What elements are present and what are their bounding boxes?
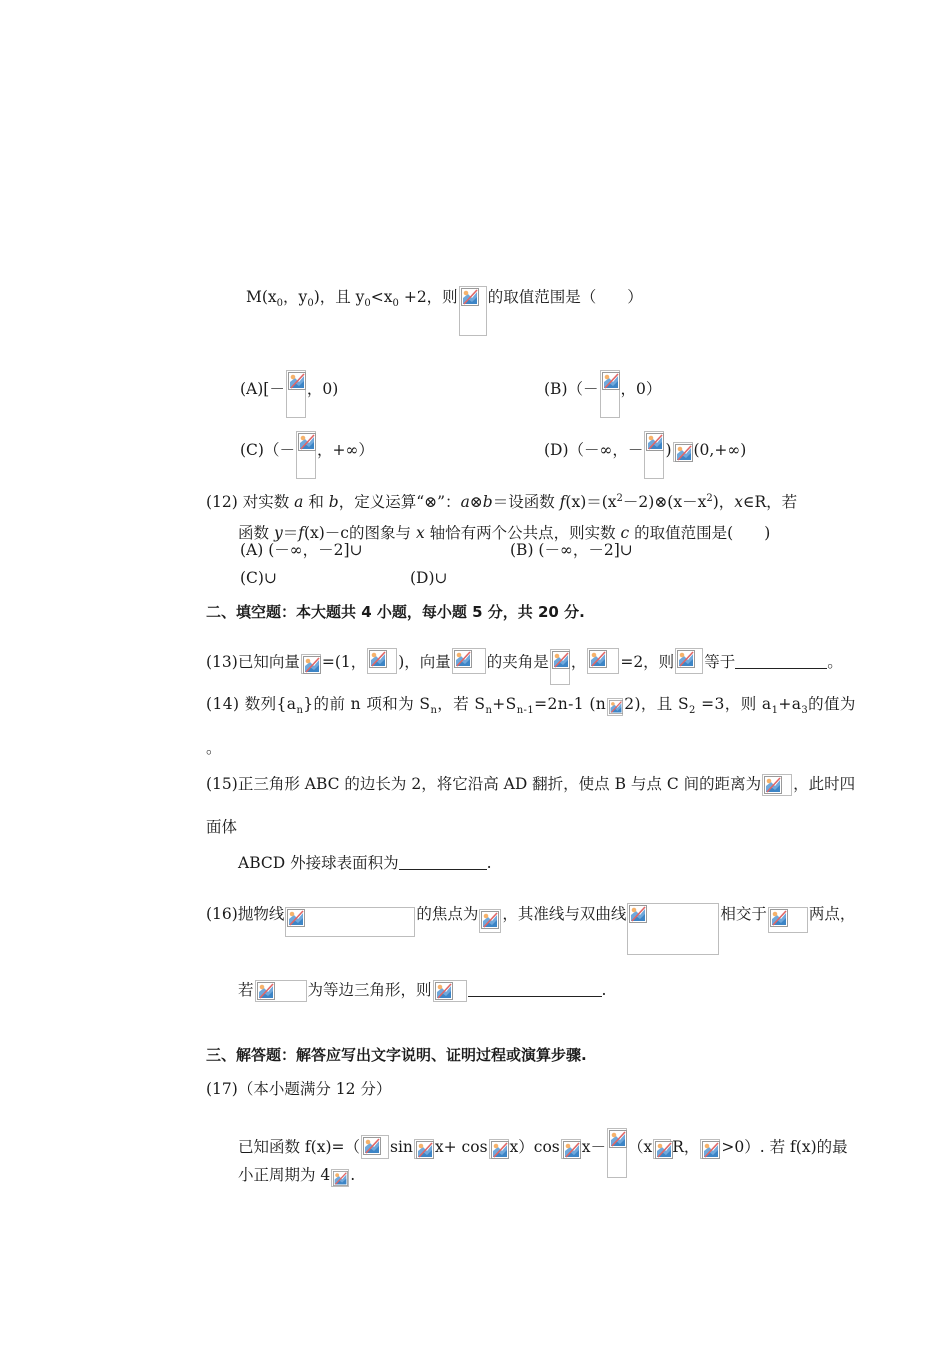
q11-option-d: (D)（－∞，－ ) (0,+∞) bbox=[544, 431, 746, 479]
broken-image-icon bbox=[762, 774, 792, 796]
q11-option-b: (B)（－ ，0） bbox=[544, 370, 661, 418]
broken-image-icon bbox=[331, 1169, 349, 1187]
broken-image-icon bbox=[607, 1128, 627, 1178]
broken-image-icon bbox=[361, 1135, 389, 1159]
q12-line-2: 函数 y＝f(x)－c的图象与 x 轴恰有两个公共点，则实数 c 的取值范围是( ) bbox=[238, 524, 771, 542]
section-3-heading: 三、解答题：解答应写出文字说明、证明过程或演算步骤. bbox=[206, 1046, 587, 1064]
broken-image-icon bbox=[627, 903, 719, 955]
q17-line-1: 已知函数 f(x)=（ sin x+ cos x）cos x－ （x R， >0）. 若 f(x)的最 bbox=[238, 1128, 848, 1178]
broken-image-icon bbox=[644, 431, 664, 479]
broken-image-icon bbox=[550, 649, 570, 685]
q14-line-2: 。 bbox=[206, 739, 222, 757]
broken-image-icon bbox=[296, 431, 316, 479]
broken-image-icon bbox=[433, 980, 467, 1002]
section-2-heading: 二、填空题：本大题共 4 小题，每小题 5 分，共 20 分. bbox=[206, 603, 585, 621]
q16-line-1: (16)抛物线 的焦点为 ，其准线与双曲线 相交于 两点， bbox=[206, 903, 855, 955]
broken-image-icon bbox=[587, 648, 619, 674]
broken-image-icon bbox=[301, 654, 321, 674]
answer-blank bbox=[399, 855, 487, 870]
broken-image-icon bbox=[561, 1139, 581, 1159]
broken-image-icon bbox=[489, 1139, 509, 1159]
q13: (13)已知向量 =(1， )，向量 的夹角是 ， =2，则 等于 。 bbox=[206, 648, 843, 685]
q17-title: (17)（本小题满分 12 分） bbox=[206, 1080, 392, 1098]
broken-image-icon bbox=[607, 698, 623, 716]
broken-image-icon bbox=[673, 442, 693, 462]
answer-blank bbox=[468, 982, 602, 997]
broken-image-icon bbox=[367, 648, 397, 674]
q12-line-1: (12) 对实数 a 和 b，定义运算“⊗”：a⊗b＝设函数 $f(x)=(x^2-2)\otimes(x-x^2)$，x∈R，若 bbox=[206, 492, 798, 511]
broken-image-icon bbox=[653, 1139, 671, 1159]
broken-image-icon bbox=[285, 907, 415, 937]
q16-line-2: 若 为等边三角形，则 . bbox=[238, 980, 606, 1002]
q12-option-b: (B) (－∞，－2]∪ bbox=[510, 541, 633, 559]
q12-option-d: (D)∪ bbox=[410, 569, 448, 587]
broken-image-icon bbox=[255, 980, 307, 1002]
broken-image-icon bbox=[479, 909, 501, 933]
q15-line-2: 面体 bbox=[206, 818, 238, 836]
q12-option-a: (A) (－∞，－2]∪ bbox=[240, 541, 363, 559]
broken-image-icon bbox=[286, 370, 306, 418]
broken-image-icon bbox=[675, 648, 703, 674]
broken-image-icon bbox=[414, 1139, 434, 1159]
q11-option-c: (C)（－ ，+∞） bbox=[240, 431, 374, 479]
broken-image-icon bbox=[459, 286, 487, 336]
q11-stem: $M(x_0$，$y_0$)，且 $y_0<x_0 +2$，则 的取值范围是（ ） bbox=[246, 286, 643, 336]
q15-line-3: ABCD 外接球表面积为 . bbox=[238, 854, 492, 872]
q15-line-1: (15)正三角形 ABC 的边长为 2，将它沿高 AD 翻折，使点 B 与点 C 间的距离为 ，此时四 bbox=[206, 774, 855, 796]
q11-option-a: (A)[－ ，0) bbox=[240, 370, 338, 418]
answer-blank bbox=[735, 654, 827, 669]
broken-image-icon bbox=[768, 907, 808, 933]
q17-line-2: 小正周期为 4 . bbox=[238, 1165, 355, 1187]
broken-image-icon bbox=[452, 648, 486, 674]
broken-image-icon bbox=[700, 1139, 720, 1159]
q14-line-1: (14) 数列$\{a_n\}$的前 n 项和为 $S_n$，若 $S_n+S_{n-1}=2n-1$ (n 2)，且 $S_2 =3$，则 $a_1+a_3$的值为 bbox=[206, 695, 856, 717]
broken-image-icon bbox=[600, 370, 620, 418]
q12-option-c: (C)∪ bbox=[240, 569, 277, 587]
